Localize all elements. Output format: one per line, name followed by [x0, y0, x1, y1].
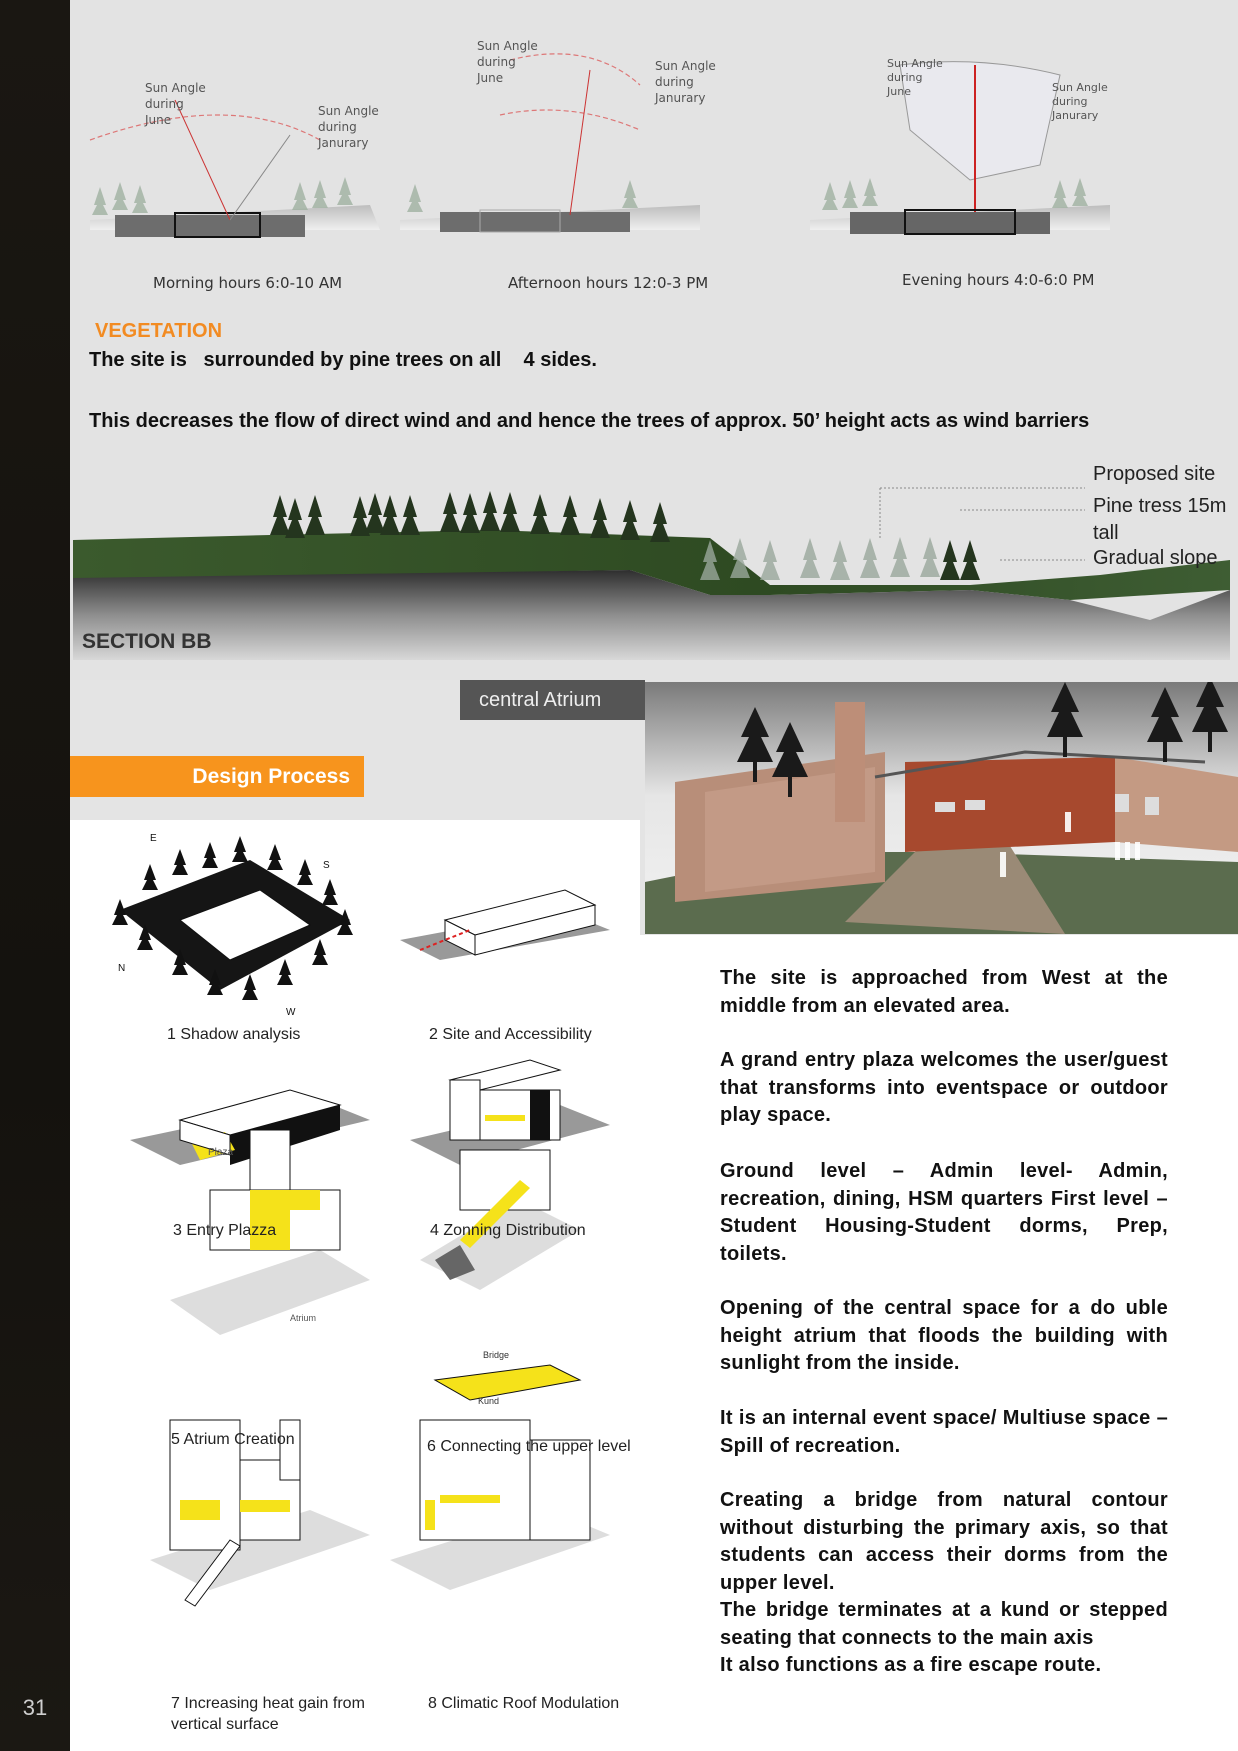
morning-jan-label: Sun Angle during Janurary	[318, 104, 379, 150]
afternoon-caption: Afternoon hours 12:0-3 PM	[508, 274, 709, 292]
compass-e: E	[150, 833, 157, 844]
section-bb-drawing	[70, 480, 1238, 670]
step-3-caption: 3 Entry Plazza	[173, 1222, 277, 1239]
legend-gradual-slope: Gradual slope	[1093, 547, 1218, 569]
central-atrium-label: central Atrium	[460, 680, 645, 720]
diagram-zoning	[410, 1060, 610, 1165]
morning-june-label: Sun Angle during June	[145, 81, 206, 127]
step-1-caption: 1 Shadow analysis	[167, 1026, 301, 1043]
description-paragraph-6: Creating a bridge from natural contour without disturbing the primary axis, so that students can access their dorms from the upper level. The bridge terminates at a kund or stepped seating that connects to the main axis It also functions as a fire escape route.	[720, 1489, 1168, 1676]
legend-proposed-site: Proposed site	[1093, 463, 1216, 485]
bridge-label: Bridge	[483, 1350, 510, 1360]
step-6-caption: 6 Connecting the upper level	[427, 1438, 631, 1455]
diagram-site-access	[400, 890, 610, 960]
legend-tall: tall	[1093, 522, 1119, 544]
evening-jan-label: Sun Angle during Janurary	[1052, 81, 1108, 122]
legend-pine-trees: Pine tress 15m	[1093, 495, 1227, 517]
vegetation-line-1: The site is surrounded by pine trees on all 4 sides.	[89, 349, 597, 371]
left-sidebar	[0, 0, 70, 1751]
diagram-roof	[390, 1365, 610, 1590]
design-process-title: Design Process	[70, 756, 364, 797]
description-paragraph-2: A grand entry plaza welcomes the user/guest that transforms into eventspace or outdoor play space.	[720, 1049, 1168, 1126]
atrium-rendering	[645, 682, 1238, 934]
compass-n: N	[118, 963, 126, 974]
atrium-diagram-label: Atrium	[290, 1313, 317, 1323]
description-paragraph-5: It is an internal event space/ Multiuse space –Spill of recreation.	[720, 1407, 1168, 1457]
plaza-label: Plaza	[208, 1147, 234, 1158]
step-2-caption: 2 Site and Accessibility	[429, 1026, 592, 1043]
section-label: SECTION BB	[82, 630, 212, 653]
kund-label: Kund	[478, 1396, 500, 1406]
description-paragraph-4: Opening of the central space for a do uble height atrium that floods the building with sunlight from the inside.	[720, 1297, 1168, 1374]
step-8-caption: 8 Climatic Roof Modulation	[428, 1695, 620, 1712]
sun-study-diagrams	[70, 30, 1238, 260]
vegetation-line-2: This decreases the flow of direct wind and and hence the trees of approx. 50’ height acts as wind barriers	[89, 410, 1090, 432]
description-paragraph-1: The site is approached from West at the middle from an elevated area.	[720, 967, 1168, 1017]
morning-caption: Morning hours 6:0-10 AM	[153, 274, 343, 292]
diagram-bridge	[420, 1150, 580, 1290]
design-process-diagrams	[90, 820, 650, 1740]
step-5-caption: 5 Atrium Creation	[171, 1431, 295, 1448]
step-4-caption: 4 Zonning Distribution	[430, 1222, 586, 1239]
compass-s: S	[323, 860, 330, 871]
evening-june-label: Sun Angle during June	[887, 57, 943, 98]
afternoon-jan-label: Sun Angle during Janurary	[655, 59, 716, 105]
vegetation-title: VEGETATION	[95, 320, 223, 342]
description-paragraph-3: Ground level – Admin level- Admin, recreation, dining, HSM quarters First level – Student Housing-Student dorms, Prep, toilets.	[720, 1160, 1168, 1265]
evening-caption: Evening hours 4:0-6:0 PM	[902, 271, 1095, 289]
page-number: 31	[22, 1695, 48, 1720]
diagram-shadow-analysis	[112, 836, 353, 1000]
afternoon-june-label: Sun Angle during June	[477, 39, 538, 85]
compass-w: W	[286, 1007, 296, 1018]
step-7-caption: 7 Increasing heat gain from vertical surface	[171, 1695, 365, 1733]
